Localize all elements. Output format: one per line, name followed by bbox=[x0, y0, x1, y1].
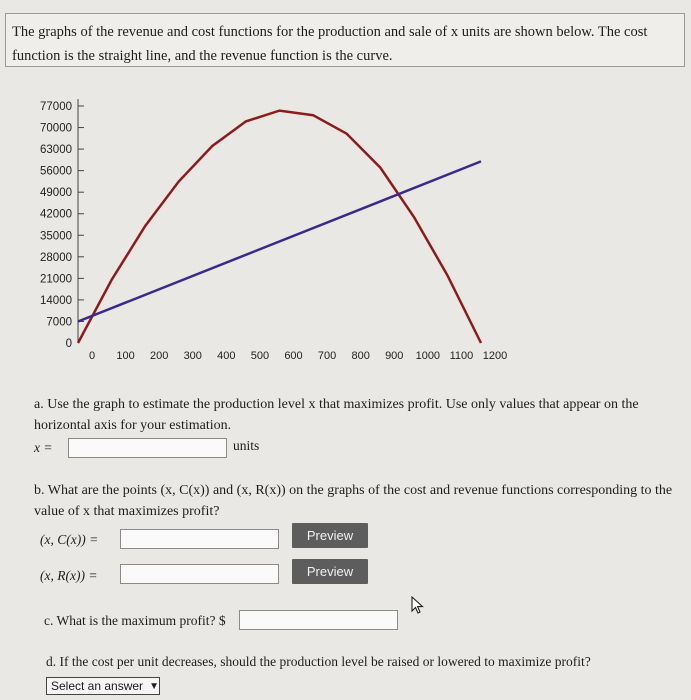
x-tick-label: 1000 bbox=[415, 350, 441, 362]
question-c: c. What is the maximum profit? $ bbox=[44, 613, 226, 628]
question-d: d. If the cost per unit decreases, should the production level be raised or lowered to maximize profit? bbox=[46, 654, 591, 669]
select-value: Select an answer bbox=[51, 679, 144, 693]
y-tick-label: 70000 bbox=[40, 122, 72, 135]
x-tick-label: 700 bbox=[317, 350, 337, 362]
cost-point-input[interactable] bbox=[120, 529, 279, 549]
units-label: units bbox=[233, 438, 260, 453]
preview-button-cost[interactable]: Preview bbox=[292, 523, 368, 548]
question-b: b. What are the points (x, C(x)) and (x, R(x)) on the graphs of the cost and revenue functions corresponding to the value of x that maximizes profit? bbox=[34, 483, 673, 519]
cost-point-label: (x, C(x)) = bbox=[40, 532, 99, 547]
y-tick-label: 21000 bbox=[40, 273, 72, 286]
x-tick-label: 800 bbox=[351, 350, 370, 362]
revenue-point-input[interactable] bbox=[120, 564, 279, 584]
cost-line bbox=[78, 161, 481, 321]
chevron-down-icon: ▼ bbox=[149, 680, 159, 692]
y-tick-label: 63000 bbox=[40, 144, 72, 157]
revenue-curve bbox=[78, 111, 481, 343]
production-level-input[interactable] bbox=[68, 438, 227, 458]
x-ticks bbox=[89, 350, 507, 362]
question-a: a. Use the graph to estimate the production level x that maximizes profit. Use only values that appear on the horizontal axis for your estimation. bbox=[34, 397, 639, 433]
problem-intro: The graphs of the revenue and cost functions for the production and sale of x units are shown below. The cost function is the straight line, and the revenue function is the curve. bbox=[12, 24, 648, 64]
y-tick-label: 77000 bbox=[40, 101, 72, 113]
x-tick-label: 200 bbox=[149, 350, 169, 362]
x-tick-label: 400 bbox=[217, 350, 236, 362]
x-equals-label: x = bbox=[34, 440, 53, 455]
x-tick-label: 0 bbox=[88, 350, 96, 362]
direction-select[interactable] bbox=[46, 677, 160, 695]
y-tick-label: 28000 bbox=[40, 251, 72, 264]
x-tick-label: 900 bbox=[385, 350, 404, 362]
y-ticks bbox=[40, 101, 84, 350]
y-tick-label: 0 bbox=[65, 338, 72, 350]
revenue-point-label: (x, R(x)) = bbox=[40, 568, 98, 583]
x-tick-label: 1200 bbox=[482, 350, 508, 362]
x-tick-label: 300 bbox=[183, 350, 202, 362]
x-tick-label: 100 bbox=[116, 350, 135, 362]
y-tick-label: 49000 bbox=[40, 187, 72, 200]
y-tick-label: 35000 bbox=[40, 230, 72, 243]
y-tick-label: 14000 bbox=[40, 294, 72, 307]
x-tick-label: 500 bbox=[250, 350, 270, 362]
x-tick-label: 600 bbox=[284, 350, 303, 362]
y-tick-label: 42000 bbox=[40, 208, 72, 221]
preview-button-revenue[interactable]: Preview bbox=[292, 559, 368, 584]
mouse-cursor-icon bbox=[410, 596, 426, 616]
y-tick-label: 7000 bbox=[46, 316, 72, 329]
x-tick-label: 1100 bbox=[449, 350, 474, 362]
y-tick-label: 56000 bbox=[40, 165, 72, 178]
max-profit-input[interactable] bbox=[239, 610, 398, 630]
